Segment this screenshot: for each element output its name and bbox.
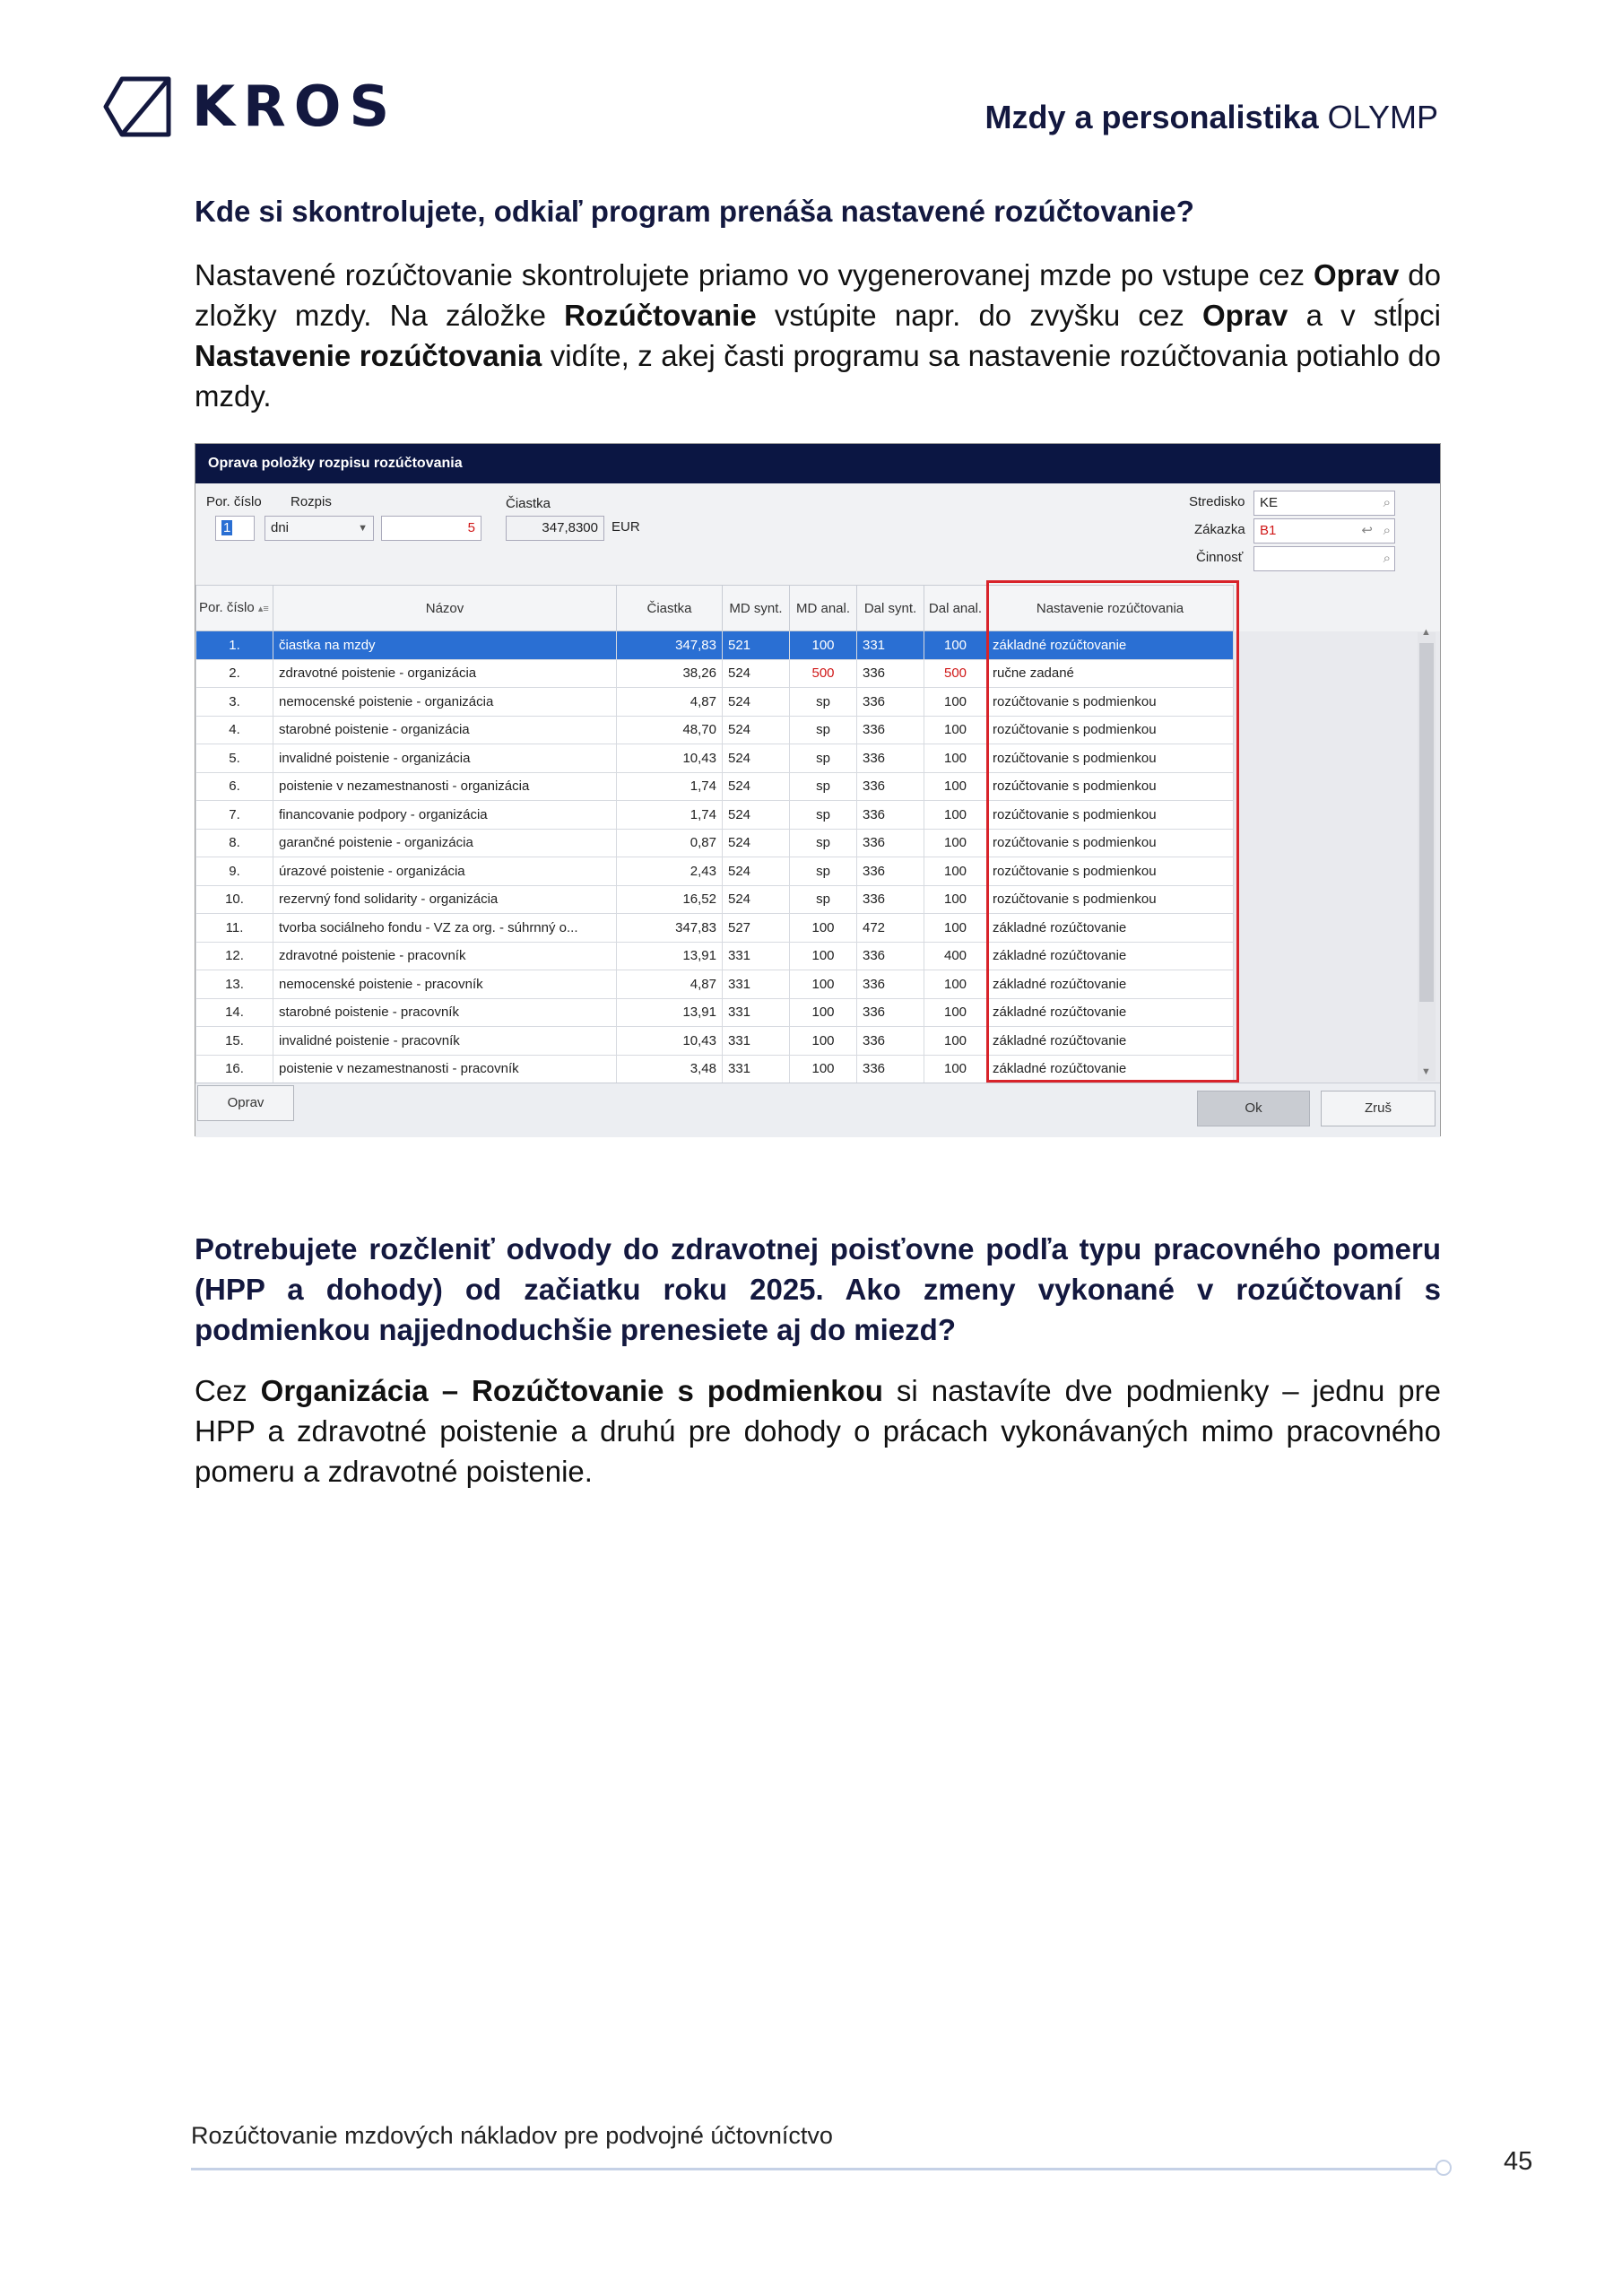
cell-por[interactable]: 1. bbox=[196, 631, 273, 660]
cell-nazov[interactable]: nemocenské poistenie - organizácia bbox=[273, 688, 617, 717]
text-span: Nastavené rozúčtovanie skontrolujete priamo vo vygenerovanej mzde po vstupe cez bbox=[195, 258, 1314, 291]
cell-md-synt[interactable]: 331 bbox=[723, 998, 790, 1027]
cell-ciastka[interactable]: 13,91 bbox=[617, 998, 723, 1027]
dialog-title: Oprava položky rozpisu rozúčtovania bbox=[195, 444, 1440, 483]
cell-dal-synt[interactable]: 336 bbox=[857, 772, 924, 801]
empty-cell bbox=[1234, 914, 1440, 943]
cell-ciastka[interactable]: 10,43 bbox=[617, 744, 723, 773]
accounting-grid bbox=[195, 585, 1440, 1083]
ciastka-label: Čiastka bbox=[506, 496, 551, 511]
cell-dal-synt[interactable]: 336 bbox=[857, 801, 924, 830]
empty-cell bbox=[1234, 659, 1440, 688]
cinnost-label: Činnosť bbox=[1196, 550, 1244, 565]
cell-ciastka[interactable]: 2,43 bbox=[617, 857, 723, 886]
empty-cell bbox=[1234, 1027, 1440, 1056]
por-cislo-value: 1 bbox=[223, 520, 231, 535]
zrus-button[interactable]: Zruš bbox=[1321, 1091, 1436, 1126]
cell-por[interactable]: 14. bbox=[196, 998, 273, 1027]
search-icon[interactable]: ⌕ bbox=[1383, 551, 1391, 566]
cell-ciastka[interactable]: 4,87 bbox=[617, 688, 723, 717]
col-header-nastavenie[interactable]: Nastavenie rozúčtovania bbox=[987, 586, 1234, 631]
cell-md-synt[interactable]: 524 bbox=[723, 772, 790, 801]
cell-ciastka[interactable]: 48,70 bbox=[617, 716, 723, 744]
cell-por[interactable]: 5. bbox=[196, 744, 273, 773]
col-header-por-label: Por. číslo bbox=[199, 599, 255, 615]
table-row[interactable] bbox=[196, 1055, 1440, 1083]
table-row[interactable] bbox=[196, 942, 1440, 970]
cell-dal-synt[interactable]: 336 bbox=[857, 970, 924, 999]
bold-span: Oprav bbox=[1313, 258, 1400, 291]
table-row[interactable] bbox=[196, 970, 1440, 999]
cell-dal-synt[interactable]: 336 bbox=[857, 857, 924, 886]
cell-ciastka[interactable]: 10,43 bbox=[617, 1027, 723, 1056]
bold-span: Nastavenie rozúčtovania bbox=[195, 339, 542, 372]
text-span: a v stĺpci bbox=[1288, 299, 1442, 332]
cell-por[interactable]: 12. bbox=[196, 942, 273, 970]
cell-md-synt[interactable]: 527 bbox=[723, 914, 790, 943]
cell-dal-anal[interactable]: 100 bbox=[924, 716, 987, 744]
cell-md-synt[interactable]: 524 bbox=[723, 688, 790, 717]
cell-ciastka[interactable]: 13,91 bbox=[617, 942, 723, 970]
cell-ciastka[interactable]: 1,74 bbox=[617, 801, 723, 830]
table-row[interactable] bbox=[196, 914, 1440, 943]
cell-dal-anal[interactable]: 100 bbox=[924, 1055, 987, 1083]
cell-ciastka[interactable]: 38,26 bbox=[617, 659, 723, 688]
cell-nastavenie[interactable]: základné rozúčtovanie bbox=[987, 914, 1234, 943]
empty-cell bbox=[1234, 829, 1440, 857]
cell-dal-synt[interactable]: 336 bbox=[857, 688, 924, 717]
rozpis-number-input[interactable]: 5 bbox=[381, 516, 481, 541]
cell-ciastka[interactable]: 347,83 bbox=[617, 914, 723, 943]
section1-paragraph bbox=[195, 255, 1441, 416]
cell-dal-anal[interactable]: 100 bbox=[924, 998, 987, 1027]
grid-scrollbar[interactable] bbox=[1418, 627, 1436, 1081]
cell-nazov[interactable]: financovanie podpory - organizácia bbox=[273, 801, 617, 830]
cell-nastavenie[interactable]: rozúčtovanie s podmienkou bbox=[987, 772, 1234, 801]
page-number: 45 bbox=[1504, 2147, 1533, 2176]
cell-dal-synt[interactable]: 336 bbox=[857, 942, 924, 970]
cell-por[interactable]: 16. bbox=[196, 1055, 273, 1083]
cell-dal-anal[interactable]: 100 bbox=[924, 631, 987, 660]
bold-span: Organizácia – Rozúčtovanie s podmienkou bbox=[260, 1374, 883, 1407]
brand-name: KROS bbox=[192, 74, 398, 139]
cell-ciastka[interactable]: 347,83 bbox=[617, 631, 723, 660]
por-cislo-label: Por. číslo bbox=[206, 494, 262, 509]
stredisko-value: KE bbox=[1260, 495, 1279, 510]
cell-por[interactable]: 8. bbox=[196, 829, 273, 857]
cell-ciastka[interactable]: 0,87 bbox=[617, 829, 723, 857]
cell-md-anal[interactable]: 100 bbox=[790, 1055, 857, 1083]
cell-nastavenie[interactable]: rozúčtovanie s podmienkou bbox=[987, 801, 1234, 830]
cell-md-synt[interactable]: 331 bbox=[723, 1055, 790, 1083]
cell-ciastka[interactable]: 4,87 bbox=[617, 970, 723, 999]
cell-md-anal[interactable]: 100 bbox=[790, 942, 857, 970]
cell-por[interactable]: 10. bbox=[196, 885, 273, 914]
cell-dal-synt[interactable]: 331 bbox=[857, 631, 924, 660]
table-row[interactable] bbox=[196, 688, 1440, 717]
rozpis-value: dni bbox=[271, 520, 290, 535]
grid-header-row bbox=[196, 586, 1440, 631]
cell-nazov[interactable]: starobné poistenie - pracovník bbox=[273, 998, 617, 1027]
footer-circle-icon bbox=[1436, 2160, 1452, 2176]
cell-md-anal[interactable]: sp bbox=[790, 857, 857, 886]
cell-ciastka[interactable]: 1,74 bbox=[617, 772, 723, 801]
cell-nastavenie[interactable]: ručne zadané bbox=[987, 659, 1234, 688]
cell-dal-synt[interactable]: 336 bbox=[857, 829, 924, 857]
cell-nastavenie[interactable]: základné rozúčtovanie bbox=[987, 942, 1234, 970]
cell-md-anal[interactable]: 100 bbox=[790, 631, 857, 660]
cell-por[interactable]: 6. bbox=[196, 772, 273, 801]
cell-dal-anal[interactable]: 500 bbox=[924, 659, 987, 688]
cell-md-anal[interactable]: sp bbox=[790, 801, 857, 830]
table-row[interactable] bbox=[196, 772, 1440, 801]
sort-filter-icon[interactable]: ▴≡ bbox=[257, 603, 269, 614]
cell-por[interactable]: 15. bbox=[196, 1027, 273, 1056]
cell-por[interactable]: 2. bbox=[196, 659, 273, 688]
table-row[interactable] bbox=[196, 744, 1440, 773]
cell-nastavenie[interactable]: základné rozúčtovanie bbox=[987, 631, 1234, 660]
section1-heading: Kde si skontrolujete, odkiaľ program prenáša nastavené rozúčtovanie? bbox=[195, 195, 1194, 228]
por-cislo-input[interactable] bbox=[215, 516, 255, 541]
col-header-ciastka[interactable]: Čiastka bbox=[617, 586, 723, 631]
bold-span: Oprav bbox=[1201, 299, 1288, 332]
cell-nastavenie[interactable]: základné rozúčtovanie bbox=[987, 970, 1234, 999]
cell-md-anal[interactable]: sp bbox=[790, 688, 857, 717]
zakazka-input[interactable] bbox=[1253, 518, 1395, 544]
search-icon[interactable]: ⌕ bbox=[1383, 523, 1391, 538]
text-span: do zložky mzdy. Na záložke bbox=[195, 258, 1442, 332]
edit-item-dialog bbox=[195, 443, 1441, 1136]
cell-nastavenie[interactable]: rozúčtovanie s podmienkou bbox=[987, 688, 1234, 717]
col-header-dal-synt[interactable]: Dal synt. bbox=[857, 586, 924, 631]
cell-md-synt[interactable]: 331 bbox=[723, 942, 790, 970]
table-row[interactable] bbox=[196, 659, 1440, 688]
cell-md-synt[interactable]: 524 bbox=[723, 829, 790, 857]
cell-dal-synt[interactable]: 472 bbox=[857, 914, 924, 943]
cell-nazov[interactable]: invalidné poistenie - pracovník bbox=[273, 1027, 617, 1056]
table-row[interactable] bbox=[196, 631, 1440, 660]
table-row[interactable] bbox=[196, 1027, 1440, 1056]
cell-ciastka[interactable]: 3,48 bbox=[617, 1055, 723, 1083]
cell-nastavenie[interactable]: rozúčtovanie s podmienkou bbox=[987, 885, 1234, 914]
cell-nazov[interactable]: rezervný fond solidarity - organizácia bbox=[273, 885, 617, 914]
cell-dal-synt[interactable]: 336 bbox=[857, 1027, 924, 1056]
cell-por[interactable]: 13. bbox=[196, 970, 273, 999]
chevron-down-icon: ▼ bbox=[358, 523, 368, 534]
cell-dal-anal[interactable]: 100 bbox=[924, 829, 987, 857]
cell-md-anal[interactable]: 100 bbox=[790, 998, 857, 1027]
cell-dal-anal[interactable]: 100 bbox=[924, 970, 987, 999]
cell-md-synt[interactable]: 524 bbox=[723, 744, 790, 773]
cell-md-anal[interactable]: 100 bbox=[790, 1027, 857, 1056]
cell-md-anal[interactable]: sp bbox=[790, 829, 857, 857]
dialog-footer bbox=[195, 1083, 1440, 1137]
empty-header-cell bbox=[1234, 586, 1440, 631]
empty-cell bbox=[1234, 801, 1440, 830]
cell-nazov[interactable]: garančné poistenie - organizácia bbox=[273, 829, 617, 857]
cell-nastavenie[interactable]: základné rozúčtovanie bbox=[987, 1055, 1234, 1083]
product-title-bold: Mzdy a personalistika bbox=[984, 99, 1319, 135]
cell-nastavenie[interactable]: rozúčtovanie s podmienkou bbox=[987, 857, 1234, 886]
table-row[interactable] bbox=[196, 829, 1440, 857]
scrollbar-thumb[interactable] bbox=[1419, 643, 1434, 1002]
scroll-up-icon[interactable]: ▲ bbox=[1421, 627, 1431, 638]
cell-md-anal[interactable]: 500 bbox=[790, 659, 857, 688]
table-row[interactable] bbox=[196, 801, 1440, 830]
col-header-md-anal[interactable]: MD anal. bbox=[790, 586, 857, 631]
empty-cell bbox=[1234, 716, 1440, 744]
cell-dal-synt[interactable]: 336 bbox=[857, 998, 924, 1027]
stredisko-input[interactable] bbox=[1253, 491, 1395, 516]
rozpis-select[interactable] bbox=[265, 516, 374, 541]
col-header-por[interactable] bbox=[196, 586, 273, 631]
cell-dal-anal[interactable]: 100 bbox=[924, 688, 987, 717]
cell-por[interactable]: 11. bbox=[196, 914, 273, 943]
table-row[interactable] bbox=[196, 885, 1440, 914]
cinnost-input[interactable] bbox=[1253, 546, 1395, 571]
cell-md-synt[interactable]: 524 bbox=[723, 716, 790, 744]
cell-nazov[interactable]: tvorba sociálneho fondu - VZ za org. - súhrnný o... bbox=[273, 914, 617, 943]
cell-nastavenie[interactable]: rozúčtovanie s podmienkou bbox=[987, 716, 1234, 744]
empty-cell bbox=[1234, 942, 1440, 970]
zakazka-value: B1 bbox=[1260, 523, 1277, 538]
cell-dal-synt[interactable]: 336 bbox=[857, 716, 924, 744]
cell-dal-anal[interactable]: 100 bbox=[924, 772, 987, 801]
col-header-nazov[interactable]: Názov bbox=[273, 586, 617, 631]
currency-label: EUR bbox=[612, 519, 640, 535]
empty-cell bbox=[1234, 885, 1440, 914]
cell-nazov[interactable]: čiastka na mzdy bbox=[273, 631, 617, 660]
table-row[interactable] bbox=[196, 998, 1440, 1027]
empty-cell bbox=[1234, 772, 1440, 801]
kros-logo bbox=[102, 75, 397, 138]
empty-cell bbox=[1234, 857, 1440, 886]
cell-dal-anal[interactable]: 100 bbox=[924, 885, 987, 914]
ciastka-field: 347,8300 bbox=[506, 516, 604, 541]
empty-cell bbox=[1234, 1055, 1440, 1083]
empty-cell bbox=[1234, 744, 1440, 773]
cell-nastavenie[interactable]: rozúčtovanie s podmienkou bbox=[987, 744, 1234, 773]
text-span: si nastavíte dve podmienky – jednu pre HPP a zdravotné poistenie a druhú pre dohody o prácach vykonávaných mimo pracovného pomeru a zdravotné poistenie. bbox=[195, 1374, 1442, 1488]
text-span: Cez bbox=[195, 1374, 261, 1407]
cell-por[interactable]: 9. bbox=[196, 857, 273, 886]
zakazka-label: Zákazka bbox=[1194, 522, 1245, 537]
cell-md-synt[interactable]: 331 bbox=[723, 970, 790, 999]
text-span: vstúpite napr. do zvyšku cez bbox=[756, 299, 1202, 332]
ok-button[interactable]: Ok bbox=[1197, 1091, 1310, 1126]
footer-title: Rozúčtovanie mzdových nákladov pre podvojné účtovníctvo bbox=[191, 2122, 833, 2149]
cell-dal-synt[interactable]: 336 bbox=[857, 885, 924, 914]
cell-dal-anal[interactable]: 100 bbox=[924, 914, 987, 943]
col-header-md-synt[interactable]: MD synt. bbox=[723, 586, 790, 631]
text-span: vidíte, z akej časti programu sa nastavenie rozúčtovania potiahlo do mzdy. bbox=[195, 339, 1441, 413]
empty-cell bbox=[1234, 998, 1440, 1027]
scroll-down-icon[interactable]: ▼ bbox=[1421, 1066, 1431, 1077]
cell-nazov[interactable]: poistenie v nezamestnanosti - organizácia bbox=[273, 772, 617, 801]
cell-nazov[interactable]: starobné poistenie - organizácia bbox=[273, 716, 617, 744]
cell-nazov[interactable]: úrazové poistenie - organizácia bbox=[273, 857, 617, 886]
cell-nastavenie[interactable]: základné rozúčtovanie bbox=[987, 1027, 1234, 1056]
cell-md-anal[interactable]: 100 bbox=[790, 970, 857, 999]
empty-cell bbox=[1234, 631, 1440, 660]
cell-dal-anal[interactable]: 100 bbox=[924, 1027, 987, 1056]
footer-divider bbox=[191, 2168, 1439, 2170]
col-header-dal-anal[interactable]: Dal anal. bbox=[924, 586, 987, 631]
cell-dal-anal[interactable]: 100 bbox=[924, 744, 987, 773]
cell-dal-anal[interactable]: 100 bbox=[924, 801, 987, 830]
empty-cell bbox=[1234, 688, 1440, 717]
cell-dal-anal[interactable]: 100 bbox=[924, 857, 987, 886]
cell-nazov[interactable]: zdravotné poistenie - organizácia bbox=[273, 659, 617, 688]
cell-md-anal[interactable]: 100 bbox=[790, 914, 857, 943]
cell-md-synt[interactable]: 331 bbox=[723, 1027, 790, 1056]
cell-nastavenie[interactable]: základné rozúčtovanie bbox=[987, 998, 1234, 1027]
cell-md-synt[interactable]: 524 bbox=[723, 659, 790, 688]
cell-md-synt[interactable]: 524 bbox=[723, 857, 790, 886]
cell-dal-synt[interactable]: 336 bbox=[857, 659, 924, 688]
rozpis-label: Rozpis bbox=[291, 494, 332, 509]
cell-nastavenie[interactable]: rozúčtovanie s podmienkou bbox=[987, 829, 1234, 857]
cell-nazov[interactable]: zdravotné poistenie - pracovník bbox=[273, 942, 617, 970]
cell-md-anal[interactable]: sp bbox=[790, 885, 857, 914]
cell-md-anal[interactable]: sp bbox=[790, 744, 857, 773]
cell-dal-synt[interactable]: 336 bbox=[857, 744, 924, 773]
undo-icon[interactable]: ↩ bbox=[1361, 523, 1373, 538]
product-title-regular: OLYMP bbox=[1327, 99, 1438, 135]
table-row[interactable] bbox=[196, 857, 1440, 886]
kros-logo-mark-icon bbox=[102, 75, 172, 138]
cell-md-synt[interactable]: 521 bbox=[723, 631, 790, 660]
cell-por[interactable]: 4. bbox=[196, 716, 273, 744]
cell-nazov[interactable]: invalidné poistenie - organizácia bbox=[273, 744, 617, 773]
cell-nazov[interactable]: nemocenské poistenie - pracovník bbox=[273, 970, 617, 999]
section2-paragraph bbox=[195, 1370, 1441, 1492]
grid-body bbox=[196, 631, 1440, 1083]
product-title bbox=[984, 99, 1438, 136]
cell-md-synt[interactable]: 524 bbox=[723, 885, 790, 914]
oprav-button[interactable]: Oprav bbox=[197, 1085, 294, 1121]
cell-por[interactable]: 3. bbox=[196, 688, 273, 717]
cell-dal-anal[interactable]: 400 bbox=[924, 942, 987, 970]
bold-span: Rozúčtovanie bbox=[564, 299, 757, 332]
stredisko-label: Stredisko bbox=[1189, 494, 1245, 509]
cell-md-anal[interactable]: sp bbox=[790, 772, 857, 801]
table-row[interactable] bbox=[196, 716, 1440, 744]
cell-nazov[interactable]: poistenie v nezamestnanosti - pracovník bbox=[273, 1055, 617, 1083]
cell-md-anal[interactable]: sp bbox=[790, 716, 857, 744]
cell-por[interactable]: 7. bbox=[196, 801, 273, 830]
section2-heading: Potrebujete rozčleniť odvody do zdravotnej poisťovne podľa typu pracovného pomeru (HPP a dohody) od začiatku roku 2025. Ako zmeny vykonané v rozúčtovaní s podmienkou najjednoduchšie prenesiete aj do miezd? bbox=[195, 1232, 1441, 1346]
search-icon[interactable]: ⌕ bbox=[1383, 495, 1391, 510]
cell-ciastka[interactable]: 16,52 bbox=[617, 885, 723, 914]
cell-md-synt[interactable]: 524 bbox=[723, 801, 790, 830]
empty-cell bbox=[1234, 970, 1440, 999]
cell-dal-synt[interactable]: 336 bbox=[857, 1055, 924, 1083]
